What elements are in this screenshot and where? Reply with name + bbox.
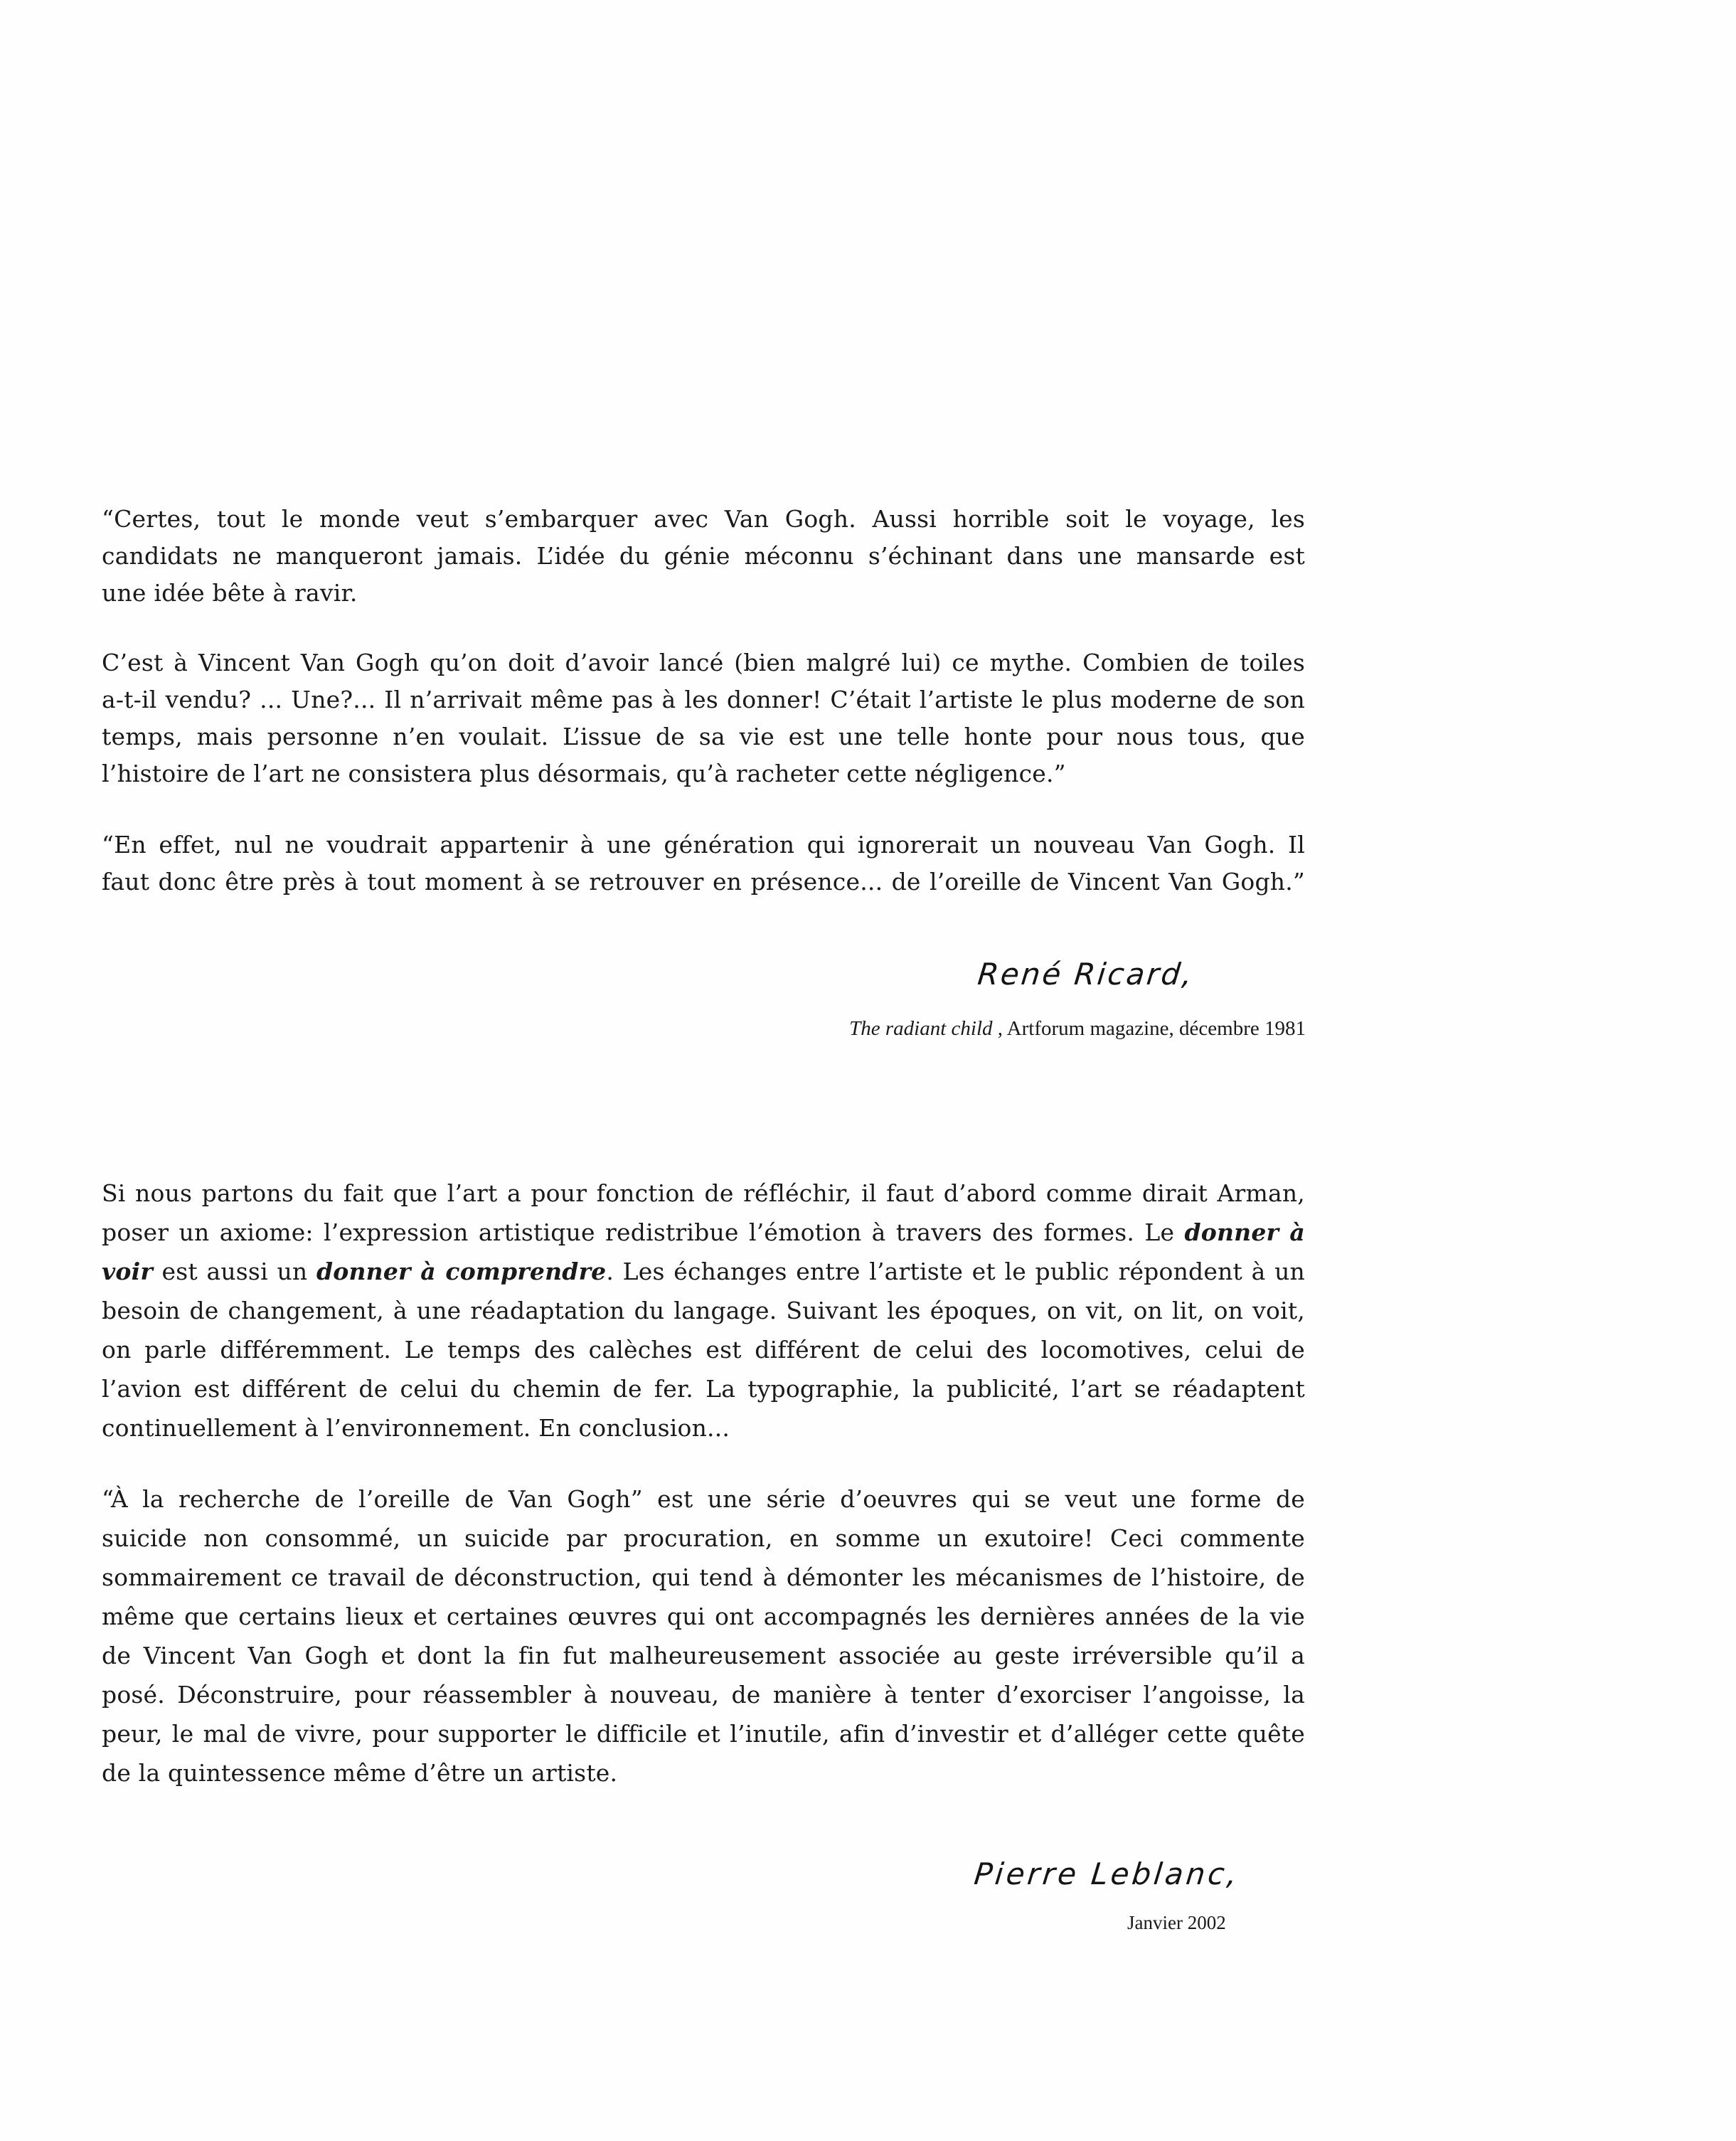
text-line: a-t-il vendu? ... Une?... Il n’arrivait même pas à les donner! C’était l’artiste le plus moderne de son — [102, 686, 1305, 713]
text-line: “Certes, tout le monde veut s’embarquer avec Van Gogh. Aussi horrible soit le voyage, les — [102, 505, 1305, 533]
text-line: faut donc être près à tout moment à se retrouver en présence... de l’oreille de Vincent Van Gogh.” — [102, 868, 1305, 896]
citation-source: , Artforum magazine, décembre 1981 — [992, 1017, 1306, 1040]
text-line: temps, mais personne n’en voulait. L’issue de sa vie est une telle honte pour nous tous, que — [102, 723, 1305, 750]
text-line: Si nous partons du fait que l’art a pour fonction de réfléchir, il faut d’abord comme dirait Arman, — [102, 1179, 1305, 1207]
essay-paragraph-1 — [102, 1174, 1305, 1447]
text-line: l’avion est différent de celui du chemin de fer. La typographie, la publicité, l’art se réadaptent — [102, 1375, 1305, 1403]
text-line: une idée bête à ravir. — [102, 579, 358, 607]
emphasis-voir: voir — [102, 1258, 153, 1285]
text-run: est aussi un — [152, 1258, 316, 1285]
text-line: même que certains lieux et certaines œuvres qui ont accompagnés les dernières années de la vie — [102, 1603, 1305, 1630]
signature-pierre-leblanc: Pierre Leblanc, — [972, 1856, 1242, 1891]
text-line: candidats ne manqueront jamais. L’idée du génie méconnu s’échinant dans une mansarde est — [102, 542, 1305, 570]
text-line: posé. Déconstruire, pour réassembler à nouveau, de manière à tenter d’exorciser l’angoisse, la — [102, 1681, 1305, 1709]
quote-paragraph-3 — [102, 827, 1305, 901]
text-line: besoin de changement, à une réadaptation du langage. Suivant les époques, on vit, on lit, on voit, — [102, 1297, 1305, 1324]
text-line: l’histoire de l’art ne consistera plus désormais, qu’à racheter cette négligence.” — [102, 760, 1066, 787]
text-run: . Les échanges entre l’artiste et le public répondent à un — [606, 1258, 1305, 1285]
text-line: suicide non consommé, un suicide par procuration, en somme un exutoire! Ceci commente — [102, 1524, 1305, 1552]
text-line: on parle différemment. Le temps des calèches est différent de celui des locomotives, celui de — [102, 1336, 1305, 1364]
text-line: de Vincent Van Gogh et dont la fin fut malheureusement associée au geste irréversible qu’il a — [102, 1642, 1305, 1669]
text-line — [102, 1213, 1305, 1252]
text-line — [102, 1252, 1305, 1291]
emphasis-donner-a-voir: donner à — [1184, 1218, 1305, 1246]
text-line: peur, le mal de vivre, pour supporter le difficile et l’inutile, afin d’investir et d’alléger cette quête — [102, 1720, 1305, 1748]
signature-rene-ricard: René Ricard, — [976, 957, 1196, 992]
emphasis-donner-a-comprendre: donner à comprendre — [316, 1258, 607, 1285]
text-line: “En effet, nul ne voudrait appartenir à une génération qui ignorerait un nouveau Van Gogh. Il — [102, 831, 1305, 859]
quote-paragraph-1 — [102, 501, 1305, 612]
citation-title: The radiant child — [849, 1017, 993, 1040]
text-line: “À la recherche de l’oreille de Van Gogh” est une série d’oeuvres qui se veut une forme de — [102, 1485, 1305, 1513]
quote-paragraph-2 — [102, 644, 1305, 792]
text-run: poser un axiome: l’expression artistique redistribue l’émotion à travers des formes. Le — [102, 1218, 1185, 1246]
text-line: continuellement à l’environnement. En conclusion... — [102, 1414, 730, 1442]
quote-citation — [849, 1017, 1306, 1041]
essay-paragraph-2 — [102, 1479, 1305, 1792]
signature-date: Janvier 2002 — [1127, 1912, 1226, 1933]
text-line: de la quintessence même d’être un artiste. — [102, 1759, 618, 1787]
text-line: sommairement ce travail de déconstruction, qui tend à démonter les mécanismes de l’histoire, de — [102, 1563, 1305, 1591]
text-line: C’est à Vincent Van Gogh qu’on doit d’avoir lancé (bien malgré lui) ce mythe. Combien de toiles — [102, 649, 1305, 676]
